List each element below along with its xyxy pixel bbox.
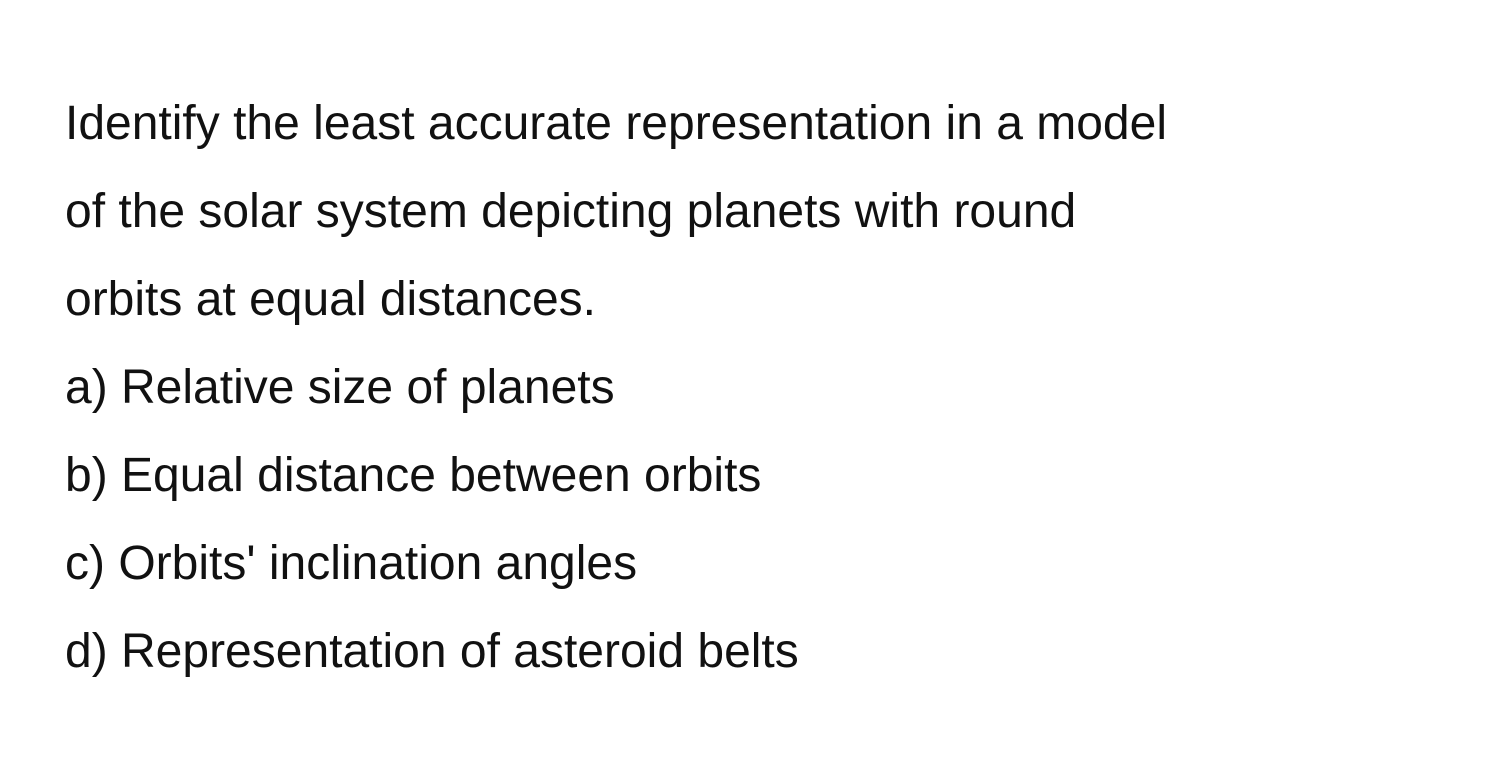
option-d: d) Representation of asteroid belts <box>65 625 799 678</box>
question-block <box>65 80 1465 696</box>
question-line-1: Identify the least accurate representation in a model <box>65 97 1167 150</box>
option-c: c) Orbits' inclination angles <box>65 537 638 590</box>
option-a: a) Relative size of planets <box>65 361 615 414</box>
option-b: b) Equal distance between orbits <box>65 449 762 502</box>
question-line-2: of the solar system depicting planets with round <box>65 185 1077 238</box>
question-line-3: orbits at equal distances. <box>65 273 596 326</box>
